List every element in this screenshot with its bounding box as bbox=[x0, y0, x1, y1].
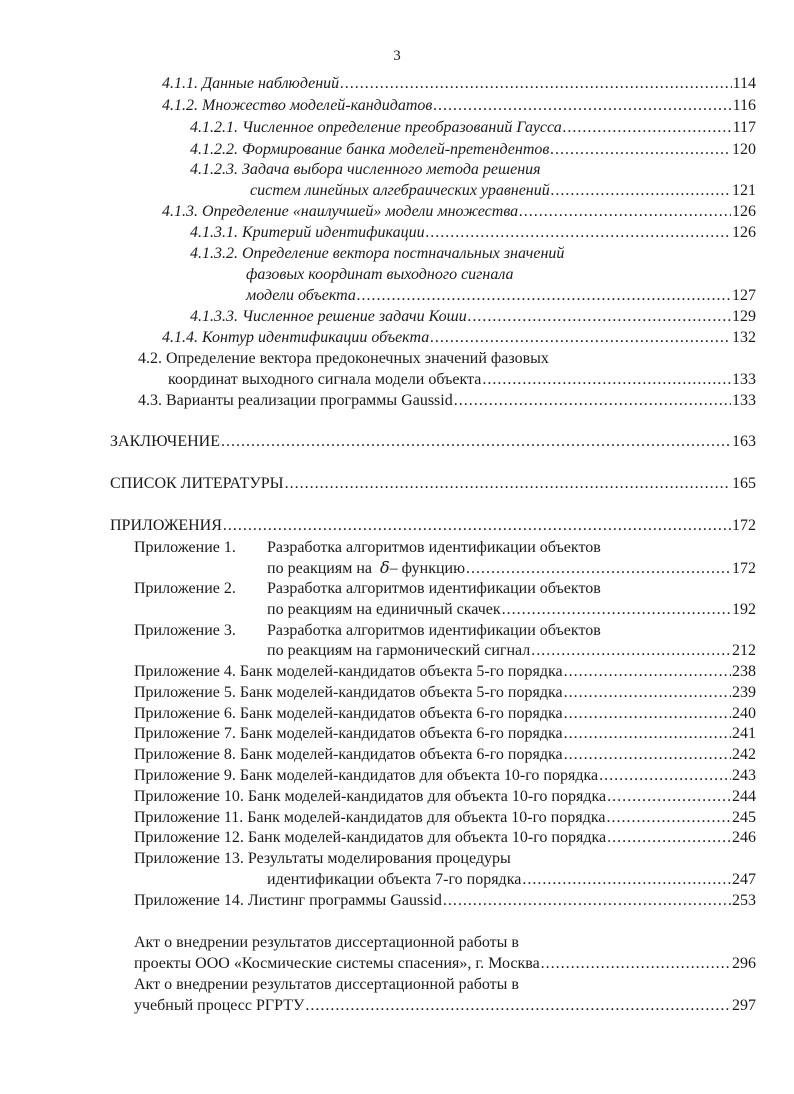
toc-page: 163 bbox=[732, 433, 756, 450]
toc-page: 239 bbox=[732, 684, 756, 701]
toc-entry-4-1-2 bbox=[162, 96, 756, 116]
toc-label: 4.1.1. Данные наблюдений bbox=[162, 75, 340, 92]
toc-entry-app10 bbox=[134, 787, 756, 807]
toc-page: 296 bbox=[732, 955, 756, 972]
toc-page: 246 bbox=[732, 829, 756, 846]
toc-label: Приложение 6. Банк моделей-кандидатов объекта 6-го порядка bbox=[134, 705, 563, 722]
toc-label: 4.1.2.1. Численное определение преобразований Гаусса bbox=[190, 119, 562, 136]
toc-entry-4-1-2-3 bbox=[250, 181, 756, 201]
toc-label: систем линейных алгебраических уравнений bbox=[250, 182, 550, 199]
toc-entry-app14 bbox=[134, 891, 756, 911]
toc-label: проекты ООО «Космические системы спасения», г. Москва bbox=[134, 955, 540, 972]
toc-label: 4.1.3.1. Критерий идентификации bbox=[190, 224, 425, 241]
toc-entry-app5 bbox=[134, 683, 756, 703]
toc-page: 172 bbox=[732, 517, 756, 534]
toc-label: по реакциям на δ– функцию bbox=[267, 558, 466, 577]
toc-entry-4-1-3-1 bbox=[190, 223, 756, 243]
toc-entry-4-1-3-2-line1: 4.1.3.2. Определение вектора постначальных значений bbox=[190, 245, 565, 262]
toc-entry-app3 bbox=[267, 641, 756, 661]
toc-label: координат выходного сигнала модели объекта bbox=[168, 371, 482, 388]
toc-page: 120 bbox=[732, 141, 756, 158]
toc-entry-app11 bbox=[134, 808, 756, 828]
toc-page: 126 bbox=[732, 203, 756, 220]
toc-entry-app6 bbox=[134, 704, 756, 724]
toc-label: Приложение 8. Банк моделей-кандидатов объекта 6-го порядка bbox=[134, 746, 563, 763]
toc-label: Приложение 10. Банк моделей-кандидатов для объекта 10-го порядка bbox=[134, 788, 607, 805]
toc-page: 212 bbox=[732, 642, 756, 659]
toc-app3-line1: Разработка алгоритмов идентификации объектов bbox=[267, 622, 601, 639]
toc-entry-4-1-3 bbox=[162, 202, 756, 222]
toc-label: 4.1.2. Множество моделей-кандидатов bbox=[162, 97, 433, 114]
toc-label: 4.1.4. Контур идентификации объекта bbox=[162, 329, 430, 346]
toc-entry-app4 bbox=[134, 662, 756, 682]
toc-label: Приложение 11. Банк моделей-кандидатов для объекта 10-го порядка bbox=[134, 809, 606, 826]
toc-label: Приложение 14. Листинг программы Gaussid bbox=[134, 892, 442, 909]
toc-entry-appendices bbox=[110, 516, 756, 536]
toc-page: 127 bbox=[732, 287, 756, 304]
toc-entry-4-1-3-2-line2: фазовых координат выходного сигнала bbox=[246, 266, 514, 283]
toc-page: 129 bbox=[732, 308, 756, 325]
toc-entry-app2 bbox=[267, 600, 756, 620]
toc-page: 243 bbox=[732, 767, 756, 784]
toc-app1-prefix: Приложение 1. bbox=[134, 539, 236, 556]
toc-app1-line1: Разработка алгоритмов идентификации объектов bbox=[267, 539, 601, 556]
toc-page: 133 bbox=[732, 392, 756, 409]
toc-entry-act2 bbox=[134, 996, 756, 1016]
toc-label: Приложение 4. Банк моделей-кандидатов объекта 5-го порядка bbox=[134, 663, 563, 680]
toc-page: 247 bbox=[732, 871, 756, 888]
toc-app13-line1: Приложение 13. Результаты моделирования процедуры bbox=[134, 850, 511, 867]
toc-entry-app8 bbox=[134, 745, 756, 765]
toc-page: 116 bbox=[732, 97, 756, 114]
toc-entry-act1 bbox=[134, 954, 756, 974]
toc-label: Приложение 9. Банк моделей-кандидатов для объекта 10-го порядка bbox=[134, 767, 599, 784]
toc-entry-4-1-2-3-line1: 4.1.2.3. Задача выбора численного метода решения bbox=[190, 161, 541, 178]
toc-label: по реакциям на гармонический сигнал bbox=[267, 642, 531, 659]
toc-entry-4-3 bbox=[138, 391, 756, 411]
toc-page: 132 bbox=[732, 329, 756, 346]
toc-act2-line1: Акт о внедрении результатов диссертационной работы в bbox=[134, 976, 519, 993]
toc-label: ЗАКЛЮЧЕНИЕ bbox=[110, 433, 220, 450]
toc-entry-app1 bbox=[267, 558, 756, 578]
toc-entry-app7 bbox=[134, 724, 756, 744]
toc-page: 192 bbox=[732, 601, 756, 618]
toc-app2-line1: Разработка алгоритмов идентификации объектов bbox=[267, 580, 601, 597]
toc-page: 133 bbox=[732, 371, 756, 388]
toc-label: идентификации объекта 7-го порядка bbox=[267, 871, 522, 888]
toc-page: 165 bbox=[732, 475, 756, 492]
toc-page: 297 bbox=[732, 997, 756, 1014]
toc-entry-4-2 bbox=[168, 370, 756, 390]
toc-label: 4.1.3. Определение «наилучшей» модели множества bbox=[162, 203, 519, 220]
toc-label: 4.3. Варианты реализации программы Gaussid bbox=[138, 392, 453, 409]
toc-page: 240 bbox=[732, 705, 756, 722]
toc-entry-4-1-2-1 bbox=[190, 118, 756, 138]
toc-page: 238 bbox=[732, 663, 756, 680]
toc-label: по реакциям на единичный скачек bbox=[267, 601, 501, 618]
toc-app2-prefix: Приложение 2. bbox=[134, 580, 236, 597]
page-number: 3 bbox=[393, 48, 401, 64]
toc-entry-4-1-3-3 bbox=[190, 307, 756, 327]
toc-entry-4-1-2-2 bbox=[190, 140, 756, 160]
toc-label: Приложение 7. Банк моделей-кандидатов объекта 6-го порядка bbox=[134, 725, 563, 742]
toc-page: 126 bbox=[732, 224, 756, 241]
toc-entry-conclusion bbox=[110, 432, 756, 452]
toc-page: 114 bbox=[732, 75, 756, 92]
toc-page: 242 bbox=[732, 746, 756, 763]
toc-act1-line1: Акт о внедрении результатов диссертационной работы в bbox=[134, 934, 519, 951]
toc-page: 121 bbox=[732, 182, 756, 199]
toc-entry-4-1-3-2 bbox=[246, 286, 756, 306]
delta-symbol: δ bbox=[380, 558, 390, 577]
toc-page: 244 bbox=[732, 788, 756, 805]
toc-label: модели объекта bbox=[246, 287, 356, 304]
toc-page: 245 bbox=[732, 809, 756, 826]
toc-entry-references bbox=[110, 474, 756, 494]
toc-entry-app9 bbox=[134, 766, 756, 786]
toc-entry-app12 bbox=[134, 828, 756, 848]
toc-label: Приложение 5. Банк моделей-кандидатов объекта 5-го порядка bbox=[134, 684, 563, 701]
toc-label: 4.1.3.3. Численное решение задачи Коши bbox=[190, 308, 467, 325]
toc-page: 253 bbox=[732, 892, 756, 909]
toc-page: 241 bbox=[732, 725, 756, 742]
toc-label: СПИСОК ЛИТЕРАТУРЫ bbox=[110, 475, 284, 492]
toc-entry-4-2-line1: 4.2. Определение вектора предоконечных значений фазовых bbox=[138, 350, 549, 367]
toc-page: 172 bbox=[732, 560, 756, 577]
toc-entry-app13 bbox=[267, 870, 756, 890]
toc-label: учебный процесс РГРТУ bbox=[134, 997, 305, 1014]
toc-entry-4-1-1 bbox=[162, 74, 756, 94]
toc-label: 4.1.2.2. Формирование банка моделей-претендентов bbox=[190, 141, 550, 158]
toc-label: Приложение 12. Банк моделей-кандидатов для объекта 10-го порядка bbox=[134, 829, 607, 846]
toc-entry-4-1-4 bbox=[162, 328, 756, 348]
toc-app3-prefix: Приложение 3. bbox=[134, 622, 236, 639]
toc-page: 117 bbox=[732, 119, 756, 136]
toc-label: ПРИЛОЖЕНИЯ bbox=[110, 517, 222, 534]
